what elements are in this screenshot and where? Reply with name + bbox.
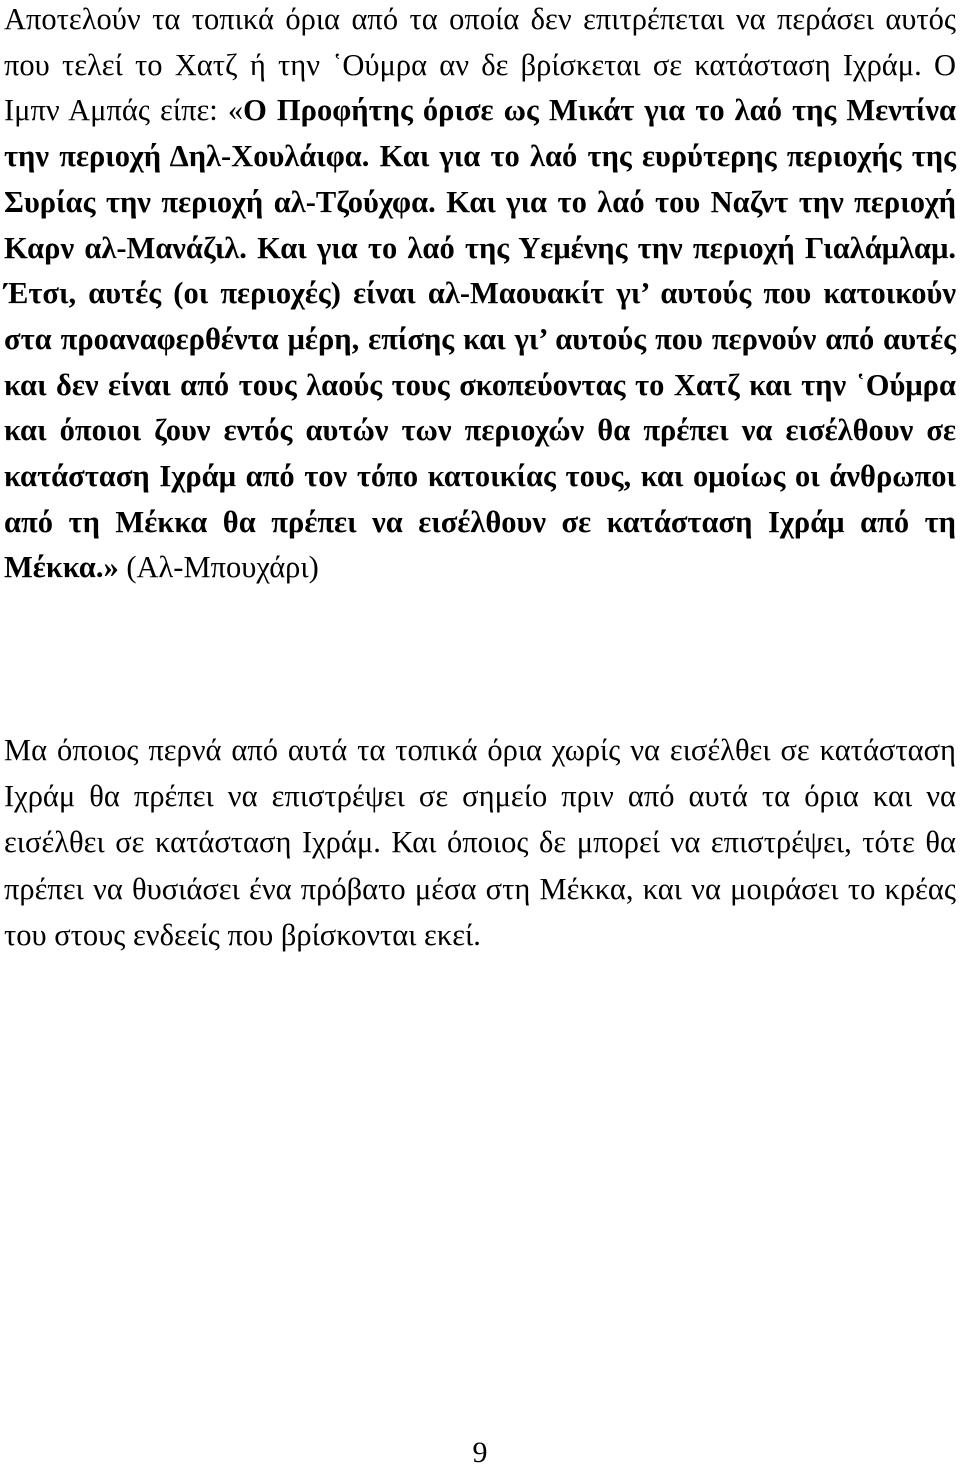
hadith-source-text: (Αλ-Μπουχάρι) [118,550,319,585]
paragraph-mikat-hadith [4,0,956,591]
hadith-quote-text: Ο Προφήτης όρισε ως Μικάτ για το λαό της Μεντίνα την περιοχή Δηλ-Χουλάιφα. Και για το λαό της ευρύτερης περιοχής της Συρίας την περιοχή αλ-Τζούχφα. Και για το λαό του Ναζντ την περιοχή Καρν αλ-Μανάζιλ. Και για το λαό της Υεμένης την περιοχή Γιαλάμλαμ. Έτσι, αυτές (οι περιοχές) είναι αλ-Μαουακίτ γι’ αυτούς που κατοικούν στα προαναφερθέντα μέρη, επίσης και γι’ αυτούς που περνούν από αυτές και δεν είναι από τους λαούς τους σκοπεύοντας το Χατζ και την ῾Ούμρα και όποιοι ζουν εντός αυτών των περιοχών θα πρέπει να εισέλθουν σε κατάσταση Ιχράμ από τον τόπο κατοικίας τους, και ομοίως οι άνθρωποι από τη Μέκκα θα πρέπει να εισέλθουν σε κατάσταση Ιχράμ από τη Μέκκα.» [4,93,956,585]
paragraph-passing-without-ihram: Μα όποιος περνά από αυτά τα τοπικά όρια χωρίς να εισέλθει σε κατάσταση Ιχράμ θα πρέπει να επιστρέψει σε σημείο πριν από αυτά τα όρια και να εισέλθει σε κατάσταση Ιχράμ. Και όποιος δε μπορεί να επιστρέψει, τότε θα πρέπει να θυσιάσει ένα πρόβατο μέσα στη Μέκκα, και να μοιράσει το κρέας του στους ενδεείς που βρίσκονται εκεί. [4,733,956,952]
paragraph-intro-text: Αποτελούν τα τοπικά όρια από τα οποία δεν επιτρέπεται να περάσει αυτός που τελεί το Χατζ ή την ῾Ούμρα αν δε βρίσκεται σε κατάσταση Ιχράμ. Ο Ιμπν Αμπάς είπε: « [4,2,956,128]
page-number: 9 [472,1436,488,1469]
